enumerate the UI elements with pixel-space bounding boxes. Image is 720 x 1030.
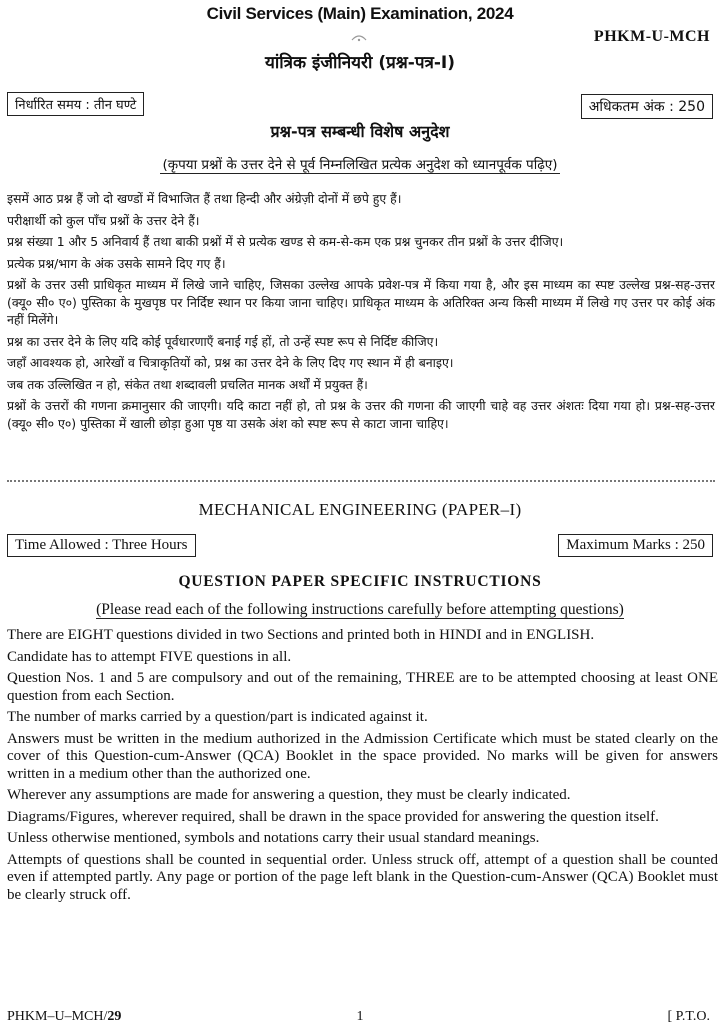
hindi-instruction: प्रश्नों के उत्तर उसी प्राधिकृत माध्यम में लिखे जाने चाहिए, जिसका उल्लेख आपके प्रवेश-पत्र में किया गया है, और इस माध्यम का स्पष्ट उल्लेख प्रश्न-सह-उत्तर (क्यू० सी० ए०) पुस्तिका के मुखपृष्ठ पर निर्दिष्ट स्थान पर किया जाना चाहिए। प्राधिकृत माध्यम के अतिरिक्त अन्य किसी माध्यम में लिखे गए उत्तर पर कोई अंक नहीं मिलेंगे। xyxy=(7,277,715,327)
english-instruction: There are EIGHT questions divided in two Sections and printed both in HINDI and in ENGLISH. xyxy=(7,627,595,643)
footer-page-number: 1 xyxy=(356,1009,364,1024)
hindi-instruction: प्रश्न का उत्तर देने के लिए यदि कोई पूर्वधारणाएँ बनाई गई हों, तो उन्हें स्पष्ट रूप से निर्दिष्ट कीजिए। xyxy=(7,333,439,349)
hindi-instructions-list xyxy=(7,190,715,436)
english-instructions-list xyxy=(7,627,718,908)
hindi-instruction: जब तक उल्लिखित न हो, संकेत तथा शब्दावली प्रचलित मानक अर्थों में प्रयुक्त हैं। xyxy=(7,376,368,392)
footer-code-text: PHKM–U–MCH/ xyxy=(7,1009,108,1024)
english-instruction: Candidate has to attempt FIVE questions in all. xyxy=(7,648,292,665)
hindi-instruction: इसमें आठ प्रश्न हैं जो दो खण्डों में विभाजित हैं तथा हिन्दी और अंग्रेज़ी दोनों में छपे हुए हैं। xyxy=(7,191,402,206)
hindi-instruction: प्रश्न संख्या 1 और 5 अनिवार्य हैं तथा बाकी प्रश्नों में से प्रत्येक खण्ड से कम-से-कम एक प्रश्न चुनकर तीन प्रश्नों के उत्तर दीजिए। xyxy=(7,234,564,249)
english-instructions-subheading xyxy=(0,601,720,619)
english-instruction: Answers must be written in the medium authorized in the Admission Certificate which must be stated clearly on the cover of this Question-cum-Answer (QCA) Booklet in the space provided. No marks will be given for answers written in a medium other than the authorized one. xyxy=(7,730,718,782)
english-max-marks: Maximum Marks : 250 xyxy=(558,534,713,557)
english-instruction: The number of marks carried by a question/part is indicated against it. xyxy=(7,709,428,725)
hindi-time-allowed: निर्धारित समय : तीन घण्टे xyxy=(7,92,144,116)
english-instruction: Diagrams/Figures, wherever required, shall be drawn in the space provided for answering the question itself. xyxy=(7,808,659,825)
logo-mark-icon xyxy=(350,32,368,44)
english-subheading-text: (Please read each of the following instructions carefully before attempting questions) xyxy=(96,601,624,618)
footer-code-number: 29 xyxy=(107,1009,122,1024)
hindi-instruction: जहाँ आवश्यक हो, आरेखों व चित्राकृतियों को, प्रश्न का उत्तर देने के लिए दिए गए स्थान में ही बनाइए। xyxy=(7,355,454,370)
english-instruction: Question Nos. 1 and 5 are compulsory and out of the remaining, THREE are to be attempted choosing at least ONE question from each Section. xyxy=(7,670,718,704)
section-divider xyxy=(7,480,715,482)
english-subject-title: MECHANICAL ENGINEERING (PAPER–I) xyxy=(198,500,522,519)
hindi-instruction: प्रश्नों के उत्तरों की गणना क्रमानुसार की जाएगी। यदि काटा नहीं हो, तो प्रश्न के उत्तर की गणना की जाएगी चाहे वह उत्तर अंशतः दिया गया हो। प्रश्न-सह-उत्तर (क्यू० सी० ए०) पुस्तिका में खाली छोड़ा हुआ पृष्ठ या उसके अंश को स्पष्ट रूप से काटा जाना चाहिए। xyxy=(7,398,715,431)
hindi-subheading-text: (कृपया प्रश्नों के उत्तर देने से पूर्व निम्नलिखित प्रत्येक अनुदेश को ध्यानपूर्वक पढ़िए) xyxy=(162,157,558,173)
hindi-instructions-subheading xyxy=(0,155,720,173)
hindi-instructions-heading: प्रश्न-पत्र सम्बन्धी विशेष अनुदेश xyxy=(270,122,450,141)
hindi-subject-title: यांत्रिक इंजीनियरी (प्रश्न-पत्र-I) xyxy=(264,53,456,73)
hindi-instruction: प्रत्येक प्रश्न/भाग के अंक उसके सामने दिए गए हैं। xyxy=(7,255,226,271)
paper-code: PHKM-U-MCH xyxy=(593,28,710,45)
english-time-allowed: Time Allowed : Three Hours xyxy=(7,534,196,557)
english-instruction: Wherever any assumptions are made for answering a question, they must be clearly indicated. xyxy=(7,787,571,803)
hindi-instruction: परीक्षार्थी को कुल पाँच प्रश्नों के उत्तर देने हैं। xyxy=(7,212,200,228)
english-instructions-heading: QUESTION PAPER SPECIFIC INSTRUCTIONS xyxy=(178,573,542,590)
english-instruction: Unless otherwise mentioned, symbols and notations carry their usual standard meanings. xyxy=(7,830,540,846)
english-instruction: Attempts of questions shall be counted in sequential order. Unless struck off, attempt of a question shall be counted even if attempted partly. Any page or portion of the page left blank in the Question-cum-Answer (QCA) Booklet must be clearly struck off. xyxy=(7,851,718,903)
hindi-max-marks: अधिकतम अंक : 250 xyxy=(581,94,713,119)
exam-title: Civil Services (Main) Examination, 2024 xyxy=(206,4,514,23)
footer-pto: [ P.T.O. xyxy=(667,1009,710,1024)
